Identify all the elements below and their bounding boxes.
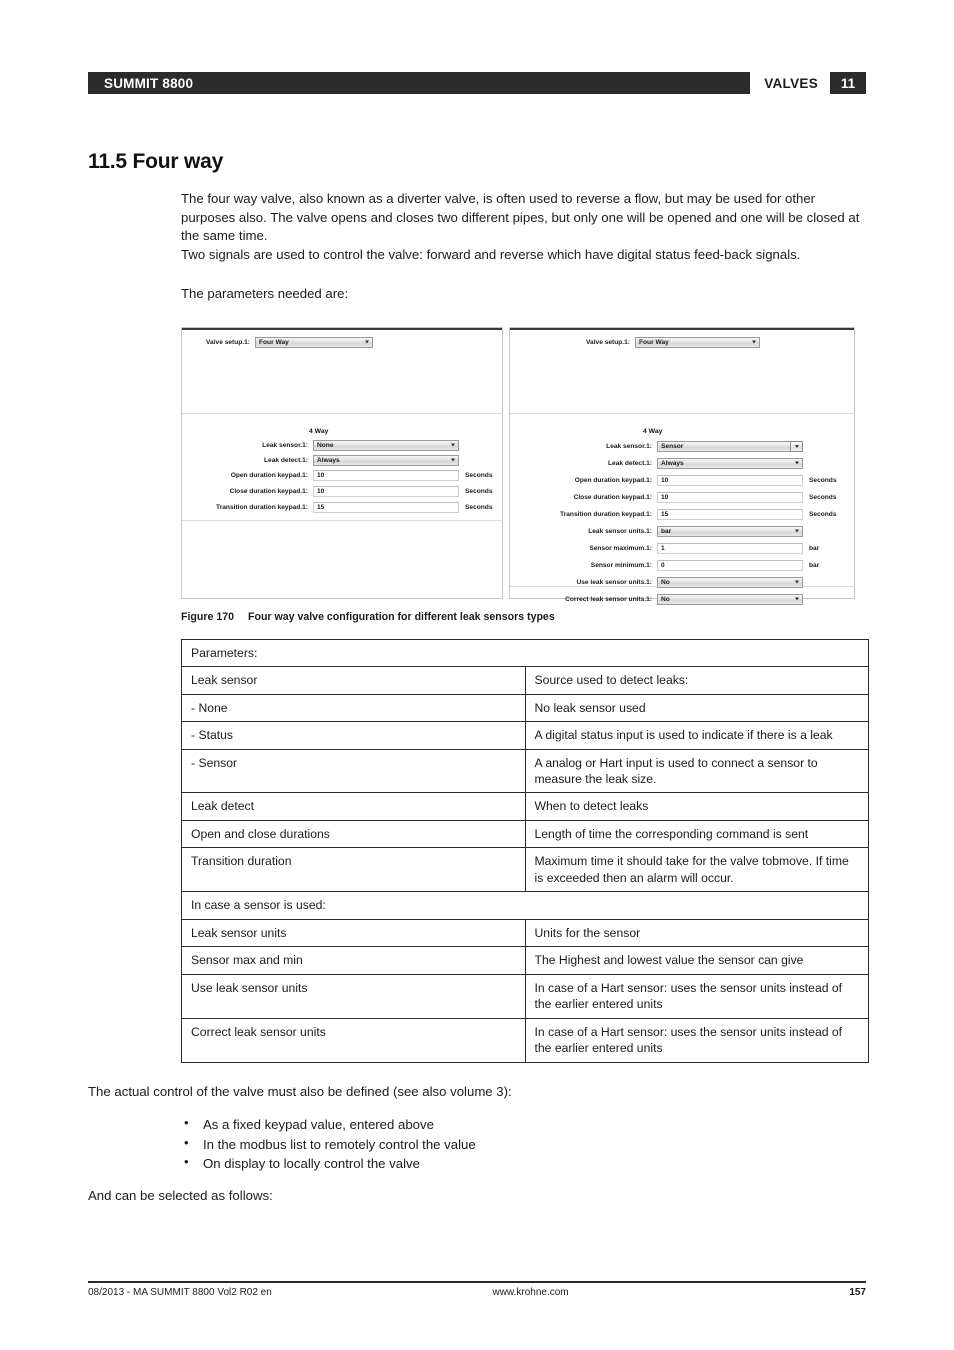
open-duration-input[interactable] bbox=[657, 475, 803, 486]
field-value: Sensor bbox=[661, 442, 684, 450]
field-label: Leak sensor.1: bbox=[262, 441, 308, 449]
panel-divider-2 bbox=[182, 520, 502, 521]
panel-divider-1 bbox=[510, 413, 854, 414]
field-value: No bbox=[661, 578, 670, 586]
valve-config-panel-sensor bbox=[509, 327, 855, 603]
parameters-lead-in: The parameters needed are: bbox=[181, 285, 349, 301]
header-chapter-number: 11 bbox=[830, 72, 866, 94]
leak-sensor-combo[interactable] bbox=[657, 441, 803, 452]
param-desc: Maximum time it should take for the valve tobmove. If time is exceeded then an alarm will occur. bbox=[525, 848, 869, 892]
field-value: 10 bbox=[661, 476, 669, 484]
field-unit: Seconds bbox=[465, 503, 493, 511]
valve-setup-label: Valve setup.1: bbox=[206, 338, 250, 346]
leak-sensor-combo[interactable] bbox=[313, 440, 459, 451]
param-name: Sensor max and min bbox=[182, 947, 526, 974]
table-row bbox=[182, 848, 869, 892]
param-desc: A digital status input is used to indicate if there is a leak bbox=[525, 722, 869, 749]
valve-setup-row bbox=[572, 337, 760, 348]
figure-caption-number: Figure 170 bbox=[181, 610, 234, 623]
param-desc: Units for the sensor bbox=[525, 919, 869, 946]
param-desc: Source used to detect leaks: bbox=[525, 667, 869, 694]
field-label: Transition duration keypad.1: bbox=[560, 510, 652, 518]
field-label: Close duration keypad.1: bbox=[573, 493, 652, 501]
param-name: Leak sensor units bbox=[182, 919, 526, 946]
control-options-list bbox=[181, 1115, 868, 1172]
field-row bbox=[540, 475, 836, 486]
table-row bbox=[182, 722, 869, 749]
table-subheading-cell: In case a sensor is used: bbox=[182, 892, 869, 919]
field-row bbox=[540, 441, 803, 452]
field-label: Open duration keypad.1: bbox=[574, 476, 652, 484]
field-unit: Seconds bbox=[809, 476, 837, 484]
field-row bbox=[540, 509, 836, 520]
param-name: - None bbox=[182, 694, 526, 721]
transition-duration-input[interactable] bbox=[657, 509, 803, 520]
param-desc: The Highest and lowest value the sensor can give bbox=[525, 947, 869, 974]
valve-setup-row bbox=[192, 337, 373, 348]
param-desc: In case of a Hart sensor: uses the sensor units instead of the earlier entered units bbox=[525, 974, 869, 1018]
table-row bbox=[182, 919, 869, 946]
field-label: Sensor minimum.1: bbox=[590, 561, 652, 569]
valve-config-panel-none bbox=[181, 327, 503, 599]
field-row bbox=[540, 543, 819, 554]
chevron-down-icon[interactable] bbox=[790, 441, 803, 452]
figure-caption bbox=[181, 611, 868, 623]
field-label: Transition duration keypad.1: bbox=[216, 503, 308, 511]
valve-setup-combo[interactable] bbox=[255, 337, 373, 348]
panel-divider-1 bbox=[182, 413, 502, 414]
param-desc: A analog or Hart input is used to connect a sensor to measure the leak size. bbox=[525, 749, 869, 793]
field-value: 10 bbox=[317, 471, 325, 479]
footer-document-id: 08/2013 - MA SUMMIT 8800 Vol2 R02 en bbox=[88, 1286, 272, 1298]
table-row bbox=[182, 694, 869, 721]
field-unit: Seconds bbox=[465, 471, 493, 479]
panel-section-heading: 4 Way bbox=[643, 427, 663, 435]
sensor-minimum-input[interactable] bbox=[657, 560, 803, 571]
table-row bbox=[182, 639, 869, 666]
intro-block bbox=[181, 190, 868, 304]
panel-section-heading: 4 Way bbox=[309, 427, 329, 435]
intro-paragraph-1: The four way valve, also known as a diverter valve, is often used to reverse a flow, but may be used for other purposes also. The valve opens and closes two different pipes, but only one will be opened and one will be closed at the same time. bbox=[181, 191, 860, 244]
field-value: Always bbox=[661, 459, 684, 467]
chevron-down-icon bbox=[451, 444, 455, 447]
chevron-down-icon bbox=[451, 459, 455, 462]
table-row bbox=[182, 749, 869, 793]
param-name: - Sensor bbox=[182, 749, 526, 793]
field-label: Open duration keypad.1: bbox=[230, 471, 308, 479]
figure-caption-text: Four way valve configuration for different leak sensors types bbox=[248, 610, 555, 623]
table-row bbox=[182, 947, 869, 974]
list-item: • On display to locally control the valve bbox=[181, 1154, 868, 1173]
use-leak-sensor-units-combo[interactable] bbox=[657, 577, 803, 588]
field-row bbox=[540, 458, 803, 469]
param-name: Correct leak sensor units bbox=[182, 1018, 526, 1062]
valve-setup-label: Valve setup.1: bbox=[586, 338, 630, 346]
field-value: 15 bbox=[317, 503, 325, 511]
field-value: No bbox=[661, 595, 670, 603]
param-desc: In case of a Hart sensor: uses the sensor units instead of the earlier entered units bbox=[525, 1018, 869, 1062]
table-row bbox=[182, 974, 869, 1018]
table-row bbox=[182, 820, 869, 847]
header-chapter-name: VALVES bbox=[764, 75, 818, 91]
panel-top-rule bbox=[510, 328, 854, 330]
correct-leak-sensor-units-combo[interactable] bbox=[657, 594, 803, 605]
header-product-bar bbox=[88, 72, 750, 94]
field-label: Sensor maximum.1: bbox=[589, 544, 652, 552]
field-row bbox=[200, 486, 492, 497]
param-name: Transition duration bbox=[182, 848, 526, 892]
leak-detect-combo[interactable] bbox=[313, 455, 459, 466]
open-duration-input[interactable] bbox=[313, 470, 459, 481]
parameters-table bbox=[181, 639, 869, 1063]
field-row bbox=[200, 502, 492, 513]
field-unit: Seconds bbox=[809, 493, 837, 501]
page-footer bbox=[88, 1281, 866, 1298]
list-item: • In the modbus list to remotely control the value bbox=[181, 1135, 868, 1154]
valve-setup-value: Four Way bbox=[639, 338, 669, 346]
field-value: Always bbox=[317, 456, 340, 464]
chevron-down-icon bbox=[795, 598, 799, 601]
leak-detect-combo[interactable] bbox=[657, 458, 803, 469]
param-name: - Status bbox=[182, 722, 526, 749]
field-unit: bar bbox=[809, 561, 820, 569]
sensor-maximum-input[interactable] bbox=[657, 543, 803, 554]
valve-setup-combo[interactable] bbox=[635, 337, 760, 348]
closing-outro: And can be selected as follows: bbox=[88, 1187, 273, 1203]
panel-top-rule bbox=[182, 328, 502, 330]
field-row bbox=[540, 526, 803, 537]
field-value: None bbox=[317, 441, 334, 449]
chevron-down-icon bbox=[795, 530, 799, 533]
chevron-down-icon bbox=[795, 581, 799, 584]
field-row bbox=[540, 560, 819, 571]
footer-divider bbox=[88, 1281, 866, 1283]
closing-intro: The actual control of the valve must also be defined (see also volume 3): bbox=[88, 1083, 512, 1099]
param-desc: When to detect leaks bbox=[525, 793, 869, 820]
param-desc: Length of time the corresponding command is sent bbox=[525, 820, 869, 847]
field-unit: Seconds bbox=[465, 487, 493, 495]
param-name: Leak detect bbox=[182, 793, 526, 820]
field-label: Leak detect.1: bbox=[264, 456, 308, 464]
table-row bbox=[182, 793, 869, 820]
footer-page-number: 157 bbox=[849, 1286, 866, 1298]
valve-setup-value: Four Way bbox=[259, 338, 289, 346]
field-label: Use leak sensor units.1: bbox=[576, 578, 652, 586]
field-label: Correct leak sensor units.1: bbox=[565, 595, 652, 603]
field-unit: Seconds bbox=[809, 510, 837, 518]
field-value: 10 bbox=[317, 487, 325, 495]
field-value: bar bbox=[661, 527, 672, 535]
field-unit: bar bbox=[809, 544, 820, 552]
header-product-title: SUMMIT 8800 bbox=[104, 75, 194, 91]
chevron-down-icon bbox=[795, 462, 799, 465]
field-value: 10 bbox=[661, 493, 669, 501]
field-value: 1 bbox=[661, 544, 665, 552]
intro-paragraph-2: Two signals are used to control the valve: forward and reverse which have digital status feed-back signals. bbox=[181, 247, 801, 263]
param-desc: No leak sensor used bbox=[525, 694, 869, 721]
leak-sensor-units-combo[interactable] bbox=[657, 526, 803, 537]
chevron-down-icon bbox=[752, 341, 756, 344]
table-heading-cell: Parameters: bbox=[182, 639, 869, 666]
close-duration-input[interactable] bbox=[657, 492, 803, 503]
close-duration-input[interactable] bbox=[313, 486, 459, 497]
figure-screenshots bbox=[181, 327, 855, 603]
page-header bbox=[88, 72, 866, 94]
param-name: Open and close durations bbox=[182, 820, 526, 847]
field-row bbox=[540, 577, 803, 588]
footer-website: www.krohne.com bbox=[492, 1286, 569, 1298]
chevron-down-icon bbox=[365, 341, 369, 344]
field-label: Leak detect.1: bbox=[608, 459, 652, 467]
table-row bbox=[182, 667, 869, 694]
field-label: Close duration keypad.1: bbox=[229, 487, 308, 495]
param-name: Use leak sensor units bbox=[182, 974, 526, 1018]
field-label: Leak sensor.1: bbox=[606, 442, 652, 450]
transition-duration-input[interactable] bbox=[313, 502, 459, 513]
field-row bbox=[540, 492, 836, 503]
page-content bbox=[88, 150, 868, 1206]
table-row bbox=[182, 1018, 869, 1062]
field-row bbox=[540, 594, 803, 605]
field-row bbox=[200, 455, 459, 466]
param-name: Leak sensor bbox=[182, 667, 526, 694]
field-row bbox=[200, 440, 459, 451]
table-row bbox=[182, 892, 869, 919]
field-value: 0 bbox=[661, 561, 665, 569]
field-row bbox=[200, 470, 492, 481]
page-title: 11.5 Four way bbox=[88, 150, 224, 173]
field-value: 15 bbox=[661, 510, 669, 518]
list-item: • As a fixed keypad value, entered above bbox=[181, 1115, 868, 1134]
field-label: Leak sensor units.1: bbox=[588, 527, 652, 535]
